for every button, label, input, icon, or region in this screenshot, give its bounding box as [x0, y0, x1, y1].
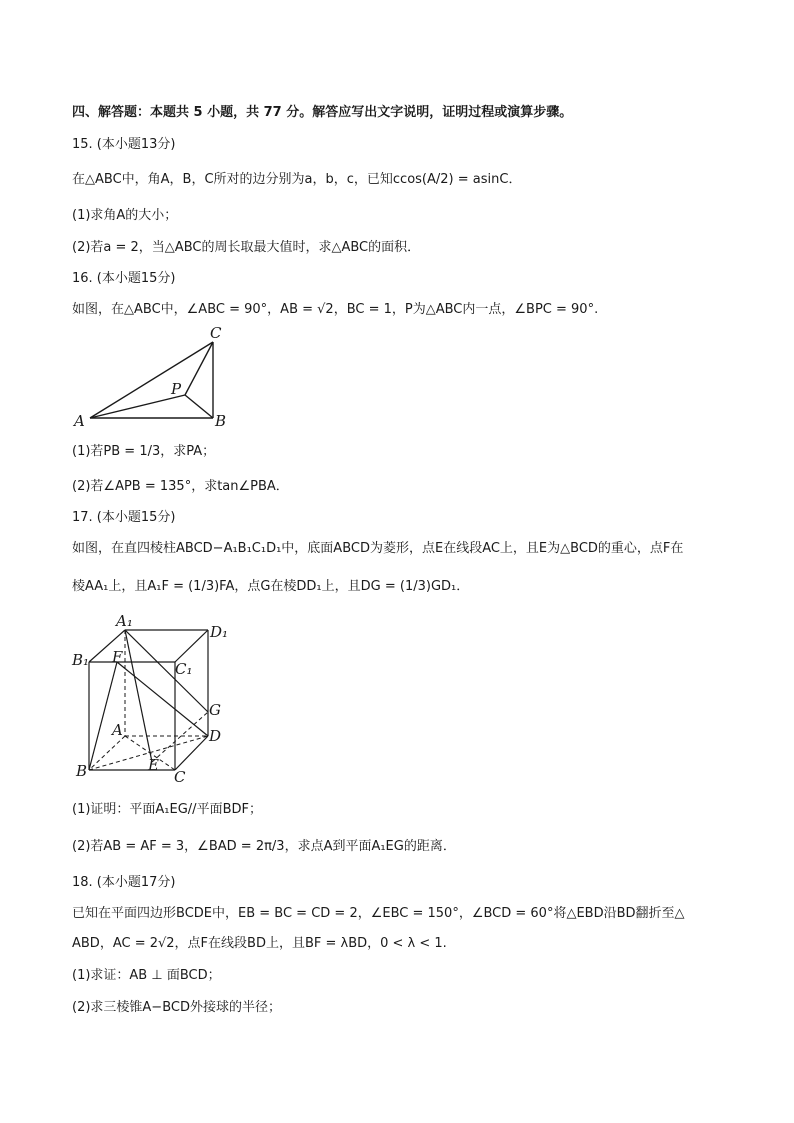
problem-18-stem-line-1: 已知在平面四边形BCDE中，EB = BC = CD = 2，∠EBC = 150°，∠BCD = 60°将△EBD沿BD翻折至△ [72, 906, 685, 921]
problem-17-part-1: (1)证明：平面A₁EG//平面BDF； [72, 802, 262, 817]
problem-15-part-1: (1)求角A的大小； [72, 208, 178, 223]
problem-16-part-2: (2)若∠APB = 135°，求tan∠PBA． [72, 479, 289, 494]
section-header: 四、解答题：本题共 5 小题，共 77 分。解答应写出文字说明，证明过程或演算步骤。 [72, 105, 573, 120]
problem-18-part-2: (2)求三棱锥A−BCD外接球的半径； [72, 1000, 281, 1015]
prism-figure [70, 612, 240, 788]
label-C1: C₁ [175, 660, 193, 678]
problem-17-header: 17. (本小题15分) [72, 510, 176, 525]
label-F: F [112, 648, 123, 666]
problem-16-header: 16. (本小题15分) [72, 271, 176, 286]
problem-17-stem-line-1: 如图，在直四棱柱ABCD−A₁B₁C₁D₁中，底面ABCD为菱形，点E在线段AC上，且E为△BCD的重心，点F在 [72, 541, 684, 556]
label-C: C [210, 324, 222, 342]
problem-16-part-1: (1)若PB = 1/3，求PA； [72, 444, 216, 459]
label-B: B [76, 762, 88, 780]
problem-15-header: 15. (本小题13分) [72, 137, 176, 152]
label-P: P [171, 380, 182, 398]
label-A1: A₁ [116, 612, 133, 630]
label-B: B [215, 412, 227, 430]
problem-17-stem-line-2: 棱AA₁上，且A₁F = (1/3)FA，点G在棱DD₁上，且DG = (1/3)GD₁． [72, 579, 470, 594]
problem-17-part-2: (2)若AB = AF = 3，∠BAD = 2π/3，求点A到平面A₁EG的距离． [72, 839, 456, 854]
label-A: A [74, 412, 85, 430]
problem-18-stem-line-2: ABD，AC = 2√2，点F在线段BD上，且BF = λBD，0 < λ < 1. [72, 936, 447, 951]
label-D: D [209, 727, 222, 745]
problem-16-stem: 如图，在△ABC中，∠ABC = 90°，AB = √2，BC = 1，P为△ABC内一点，∠BPC = 90°. [72, 302, 599, 317]
problem-15-stem: 在△ABC中，角A，B，C所对的边分别为a，b，c，已知ccos(A/2) = asinC． [72, 172, 522, 187]
triangle-figure [70, 324, 240, 434]
problem-18-part-1: (1)求证：AB ⊥ 面BCD； [72, 968, 221, 983]
label-C: C [174, 768, 186, 786]
label-G: G [209, 701, 221, 719]
label-A: A [112, 721, 123, 739]
label-E: E [148, 756, 159, 774]
problem-18-header: 18. (本小题17分) [72, 875, 176, 890]
problem-15-part-2: (2)若a = 2，当△ABC的周长取最大值时，求△ABC的面积． [72, 240, 421, 255]
label-D1: D₁ [210, 623, 229, 641]
label-B1: B₁ [72, 651, 90, 669]
